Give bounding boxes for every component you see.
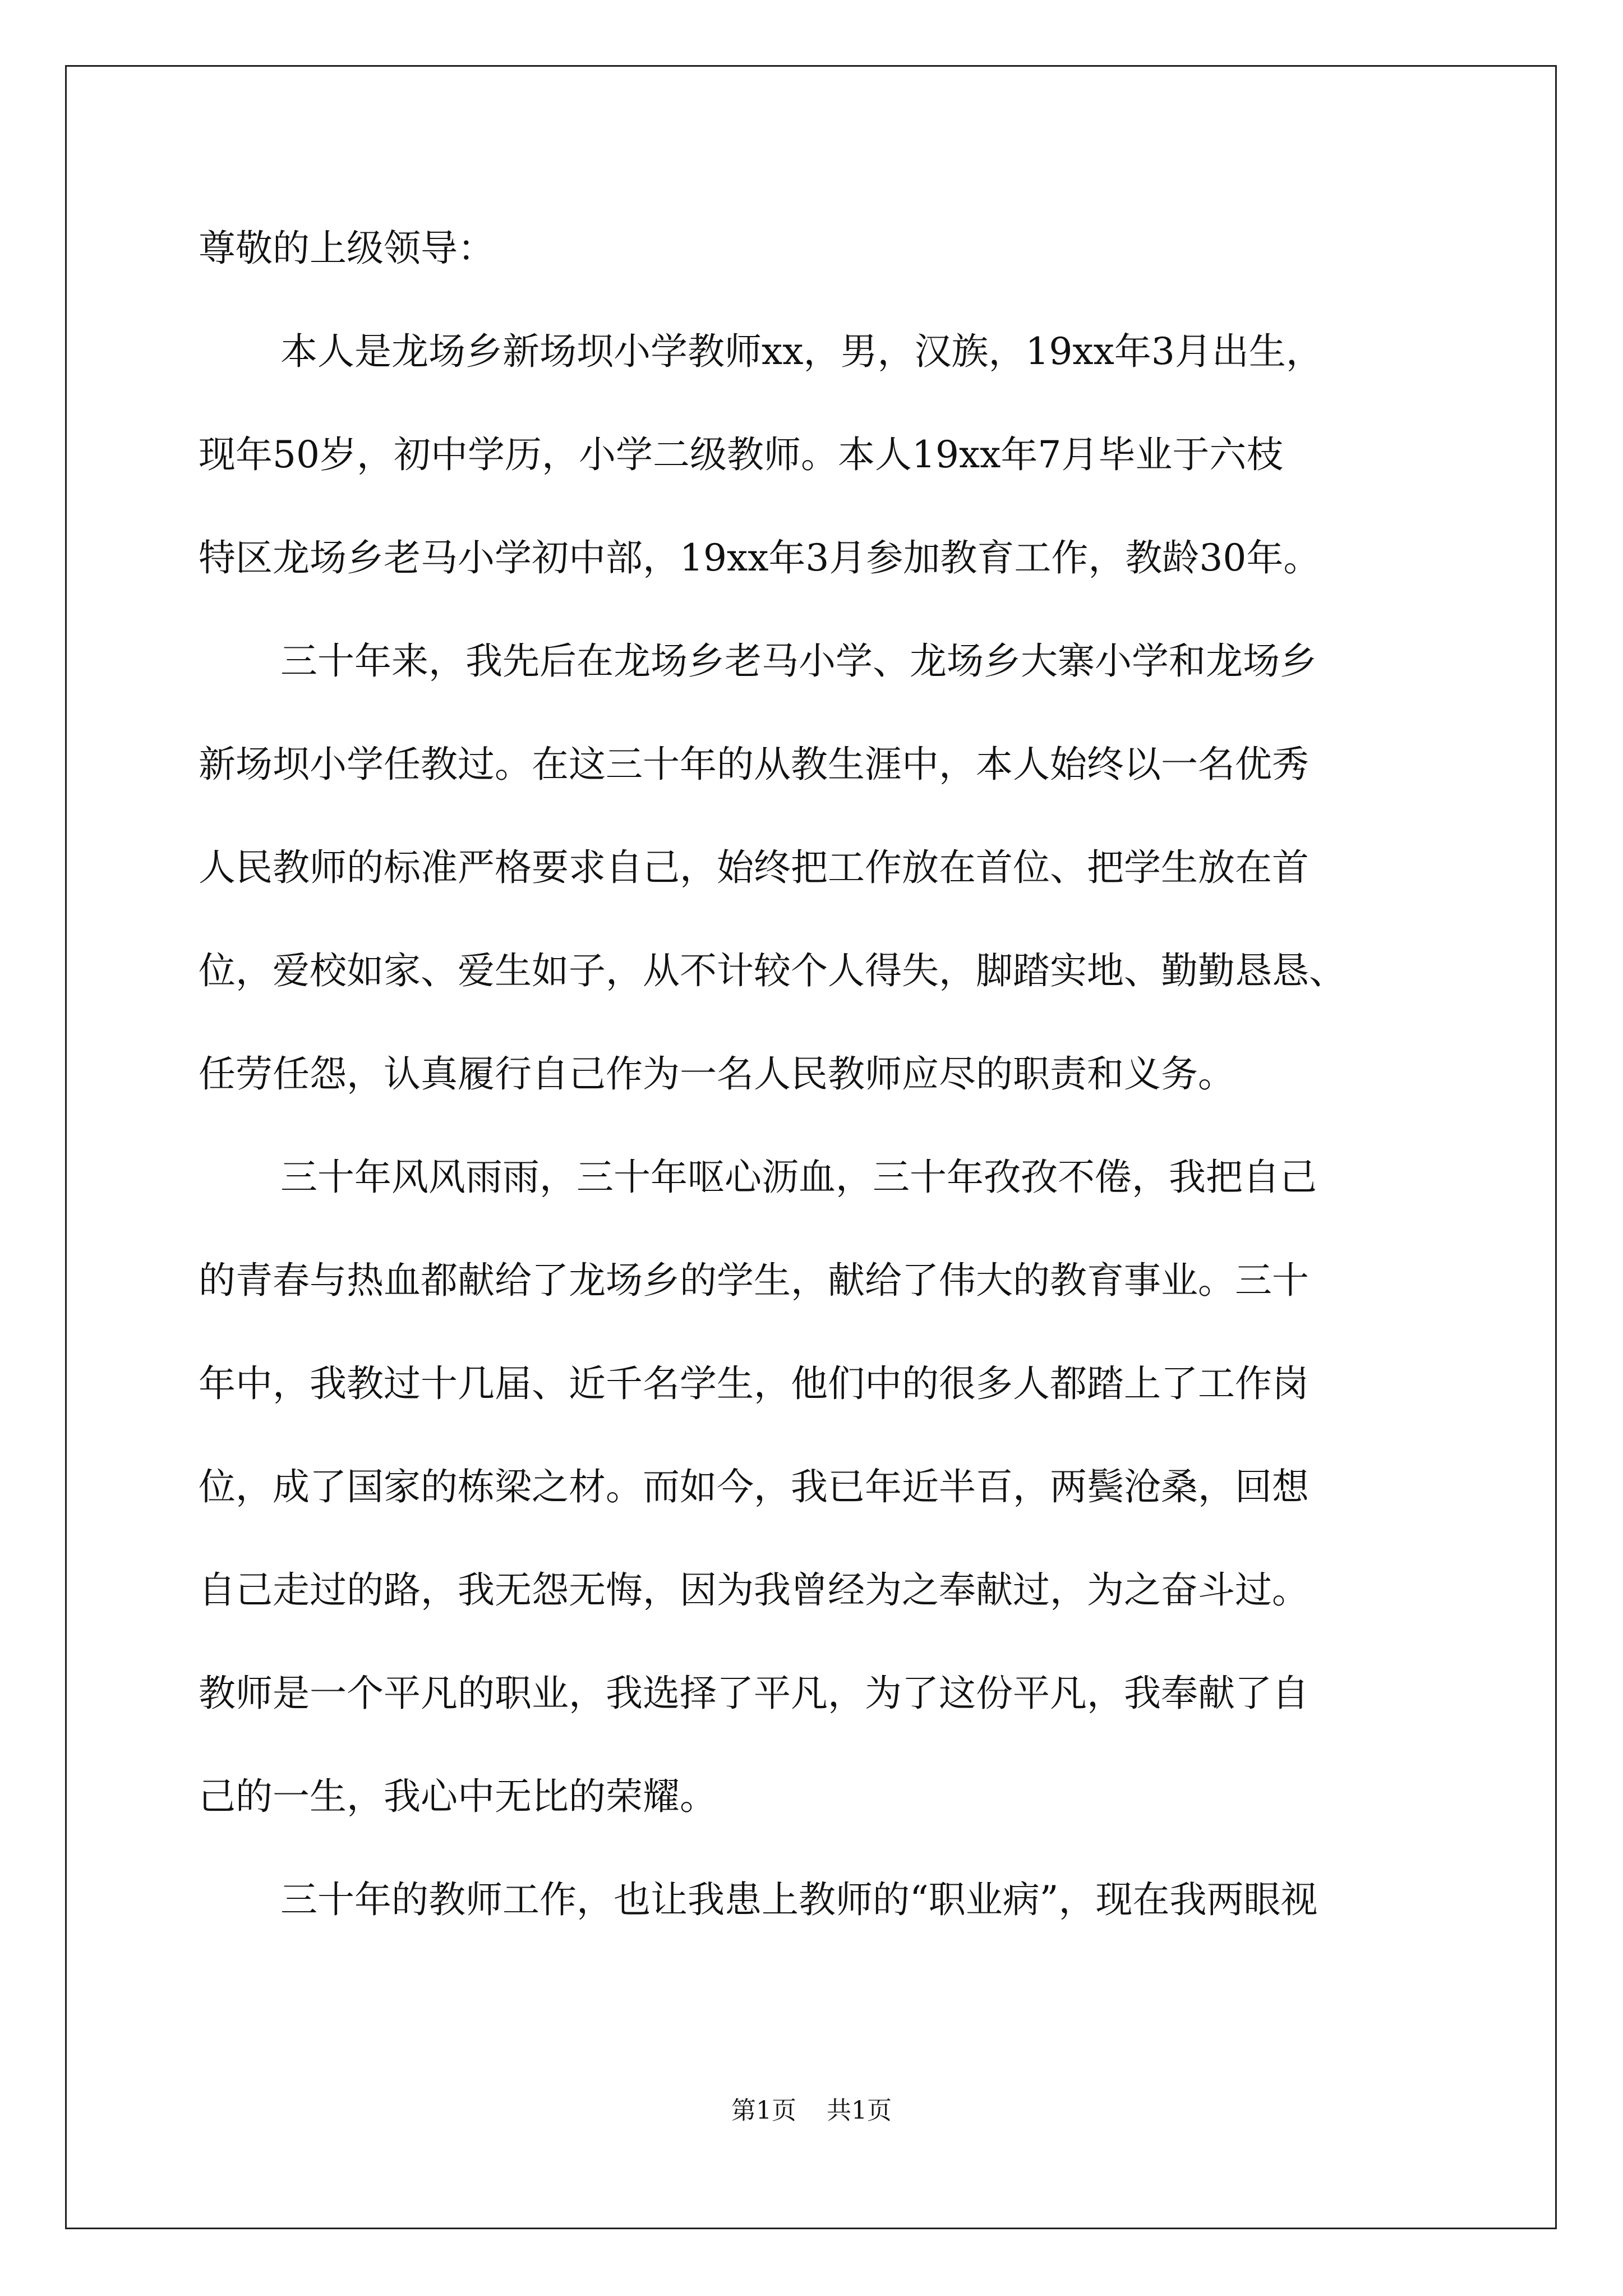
paragraph-line: 位，成了国家的栋梁之材。而如今，我已年近半百，两鬓沧桑，回想 (199, 1465, 1309, 1508)
paragraph-line: 的青春与热血都献给了龙场乡的学生，献给了伟大的教育事业。三十 (199, 1259, 1309, 1302)
document-body (199, 222, 1432, 1976)
paragraph-line: 三十年来，我先后在龙场乡老马小学、龙场乡大寨小学和龙场乡 (280, 639, 1317, 683)
page-number: 第1页 (731, 2096, 796, 2125)
paragraph-line: 特区龙场乡老马小学初中部，19xx年3月参加教育工作，教龄30年。 (199, 536, 1321, 579)
greeting: 尊敬的上级领导： (199, 227, 495, 270)
paragraph-line: 任劳任怨，认真履行自己作为一名人民教师应尽的职责和义务。 (199, 1052, 1235, 1096)
page-footer (0, 2094, 1623, 2128)
page-total: 共1页 (827, 2096, 892, 2125)
paragraph-line: 新场坝小学任教过。在这三十年的从教生涯中，本人始终以一名优秀 (199, 743, 1309, 786)
paragraph-line: 现年50岁，初中学历，小学二级教师。本人19xx年7月毕业于六枝 (199, 433, 1284, 476)
paragraph-line: 位，爱校如家、爱生如子，从不计较个人得失，脚踏实地、勤勤恳恳、 (199, 949, 1346, 992)
paragraph-line: 人民教师的标准严格要求自己，始终把工作放在首位、把学生放在首 (199, 846, 1309, 889)
paragraph-line: 教师是一个平凡的职业，我选择了平凡，为了这份平凡，我奉献了自 (199, 1672, 1309, 1715)
paragraph-line: 三十年的教师工作，也让我患上教师的“职业病”，现在我两眼视 (280, 1878, 1318, 1921)
paragraph-2 (199, 634, 1432, 1101)
paragraph-line: 本人是龙场乡新场坝小学教师xx，男，汉族，19xx年3月出生， (280, 330, 1323, 373)
paragraph-line: 年中，我教过十几届、近千名学生，他们中的很多人都踏上了工作岗 (199, 1362, 1309, 1405)
paragraph-line: 己的一生，我心中无比的荣耀。 (199, 1775, 717, 1818)
paragraph-line: 三十年风风雨雨，三十年呕心沥血，三十年孜孜不倦，我把自己 (280, 1156, 1317, 1199)
paragraph-4 (199, 1873, 1432, 1927)
paragraph-1 (199, 325, 1432, 585)
paragraph-3 (199, 1151, 1432, 1824)
paragraph-line: 自己走过的路，我无怨无悔，因为我曾经为之奉献过，为之奋斗过。 (199, 1568, 1309, 1612)
